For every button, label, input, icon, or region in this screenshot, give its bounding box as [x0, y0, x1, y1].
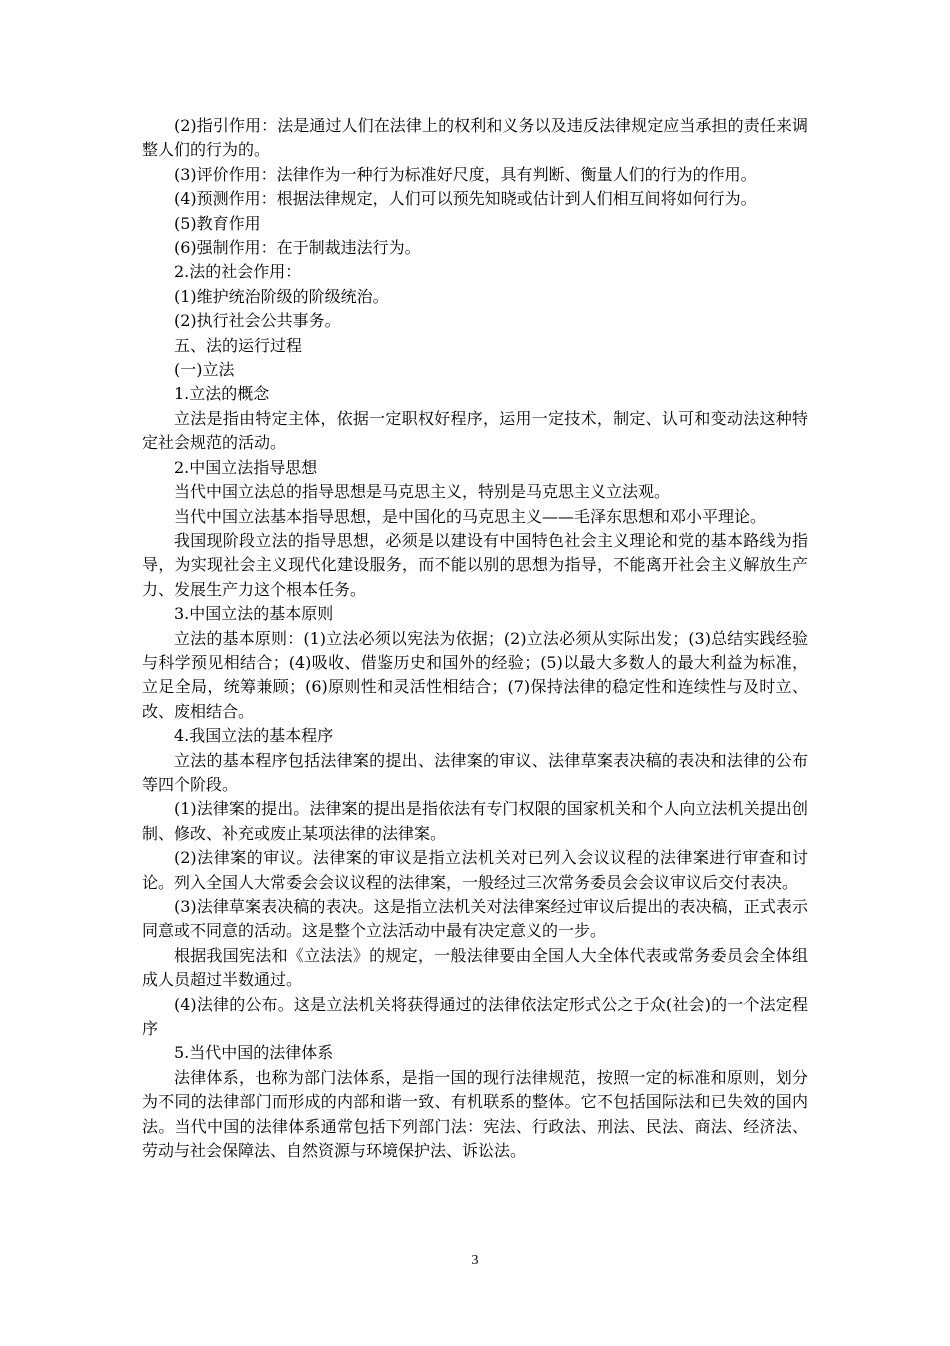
section-heading-law-operation: 五、法的运行过程 [174, 335, 303, 355]
heading-guiding-ideology: 2.中国立法指导思想 [174, 457, 318, 477]
paragraph-bill-proposal: (1)法律案的提出。法律案的提出是指依法有专门权限的国家机关和个人向立法机关提出创制、修改、补充或废止某项法律的法律案。 [142, 799, 808, 843]
paragraph-constitution-rule: 根据我国宪法和《立法法》的规定，一般法律要由全国人大全体代表或常务委员会全体组成人员超过半数通过。 [142, 945, 808, 990]
page-number: 3 [471, 1253, 479, 1268]
paragraph-education-function: (5)教育作用 [174, 213, 261, 233]
paragraph-evaluation-function: (3)评价作用：法律作为一种行为标准好尺度，具有判断、衡量人们的行为的作用。 [174, 164, 757, 184]
paragraph-prediction-function: (4)预测作用：根据法律规定，人们可以预先知晓或估计到人们相互间将如何行为。 [174, 189, 757, 209]
paragraph-general-ideology: 当代中国立法总的指导思想是马克思主义，特别是马克思主义立法观。 [174, 482, 671, 502]
heading-basic-principles: 3.中国立法的基本原则 [174, 604, 334, 624]
paragraph-guiding-function: (2)指引作用：法是通过人们在法律上的权利和义务以及违反法律规定应当承担的责任来调整人们的行为的。 [142, 116, 808, 160]
paragraph-legal-system: 法律体系，也称为部门法体系，是指一国的现行法律规范，按照一定的标准和原则，划分为不同的法律部门而形成的内部和谐一致、有机联系的整体。它不包括国际法和已失效的国内法。当代中国的法律体系通常包括下列部门法：宪法、行政法、刑法、民法、商法、经济法、劳动与社会保障法、自然资源与环境保护法、诉讼法。 [142, 1067, 808, 1161]
paragraph-draft-vote: (3)法律草案表决稿的表决。这是指立法机关对法律案经过审议后提出的表决稿，正式表示同意或不同意的活动。这是整个立法活动中最有决定意义的一步。 [142, 897, 808, 941]
paragraph-law-publication: (4)法律的公布。这是立法机关将获得通过的法律依法定形式公之于众(社会)的一个法定程序 [142, 994, 808, 1039]
paragraph-procedure-overview: 立法的基本程序包括法律案的提出、法律案的审议、法律草案表决稿的表决和法律的公布等四个阶段。 [142, 750, 808, 794]
paragraph-current-ideology: 我国现阶段立法的指导思想，必须是以建设有中国特色社会主义理论和党的基本路线为指导，为实现社会主义现代化建设服务，而不能以别的思想为指导，不能离开社会主义解放生产力、发展生产力这个根本任务。 [142, 530, 808, 599]
heading-basic-procedure: 4.我国立法的基本程序 [174, 726, 334, 746]
document-body [142, 114, 808, 1163]
heading-social-function: 2.法的社会作用： [174, 262, 302, 282]
paragraph-legislation-concept: 立法是指由特定主体，依据一定职权好程序，运用一定技术，制定、认可和变动法这种特定社会规范的活动。 [142, 408, 808, 453]
paragraph-class-rule: (1)维护统治阶级的阶级统治。 [174, 286, 389, 306]
heading-legislation-concept: 1.立法的概念 [174, 384, 270, 404]
subsection-heading-legislation: (一)立法 [174, 360, 235, 380]
paragraph-basic-principles: 立法的基本原则：(1)立法必须以宪法为依据；(2)立法必须从实际出发；(3)总结实践经验与科学预见相结合；(4)吸收、借鉴历史和国外的经验；(5)以最大多数人的最大利益为标准，立足全局，统筹兼顾；(6)原则性和灵活性相结合；(7)保持法律的稳定性和连续性与及时立、改、废相结合。 [142, 628, 808, 721]
paragraph-basic-ideology: 当代中国立法基本指导思想，是中国化的马克思主义——毛泽东思想和邓小平理论。 [174, 506, 767, 526]
paragraph-coercion-function: (6)强制作用：在于制裁违法行为。 [174, 238, 421, 258]
paragraph-bill-review: (2)法律案的审议。法律案的审议是指立法机关对已列入会议议程的法律案进行审查和讨论。列入全国人大常委会会议议程的法律案，一般经过三次常务委员会会议审议后交付表决。 [142, 848, 808, 892]
paragraph-public-affairs: (2)执行社会公共事务。 [174, 311, 341, 331]
heading-legal-system: 5.当代中国的法律体系 [174, 1043, 334, 1063]
